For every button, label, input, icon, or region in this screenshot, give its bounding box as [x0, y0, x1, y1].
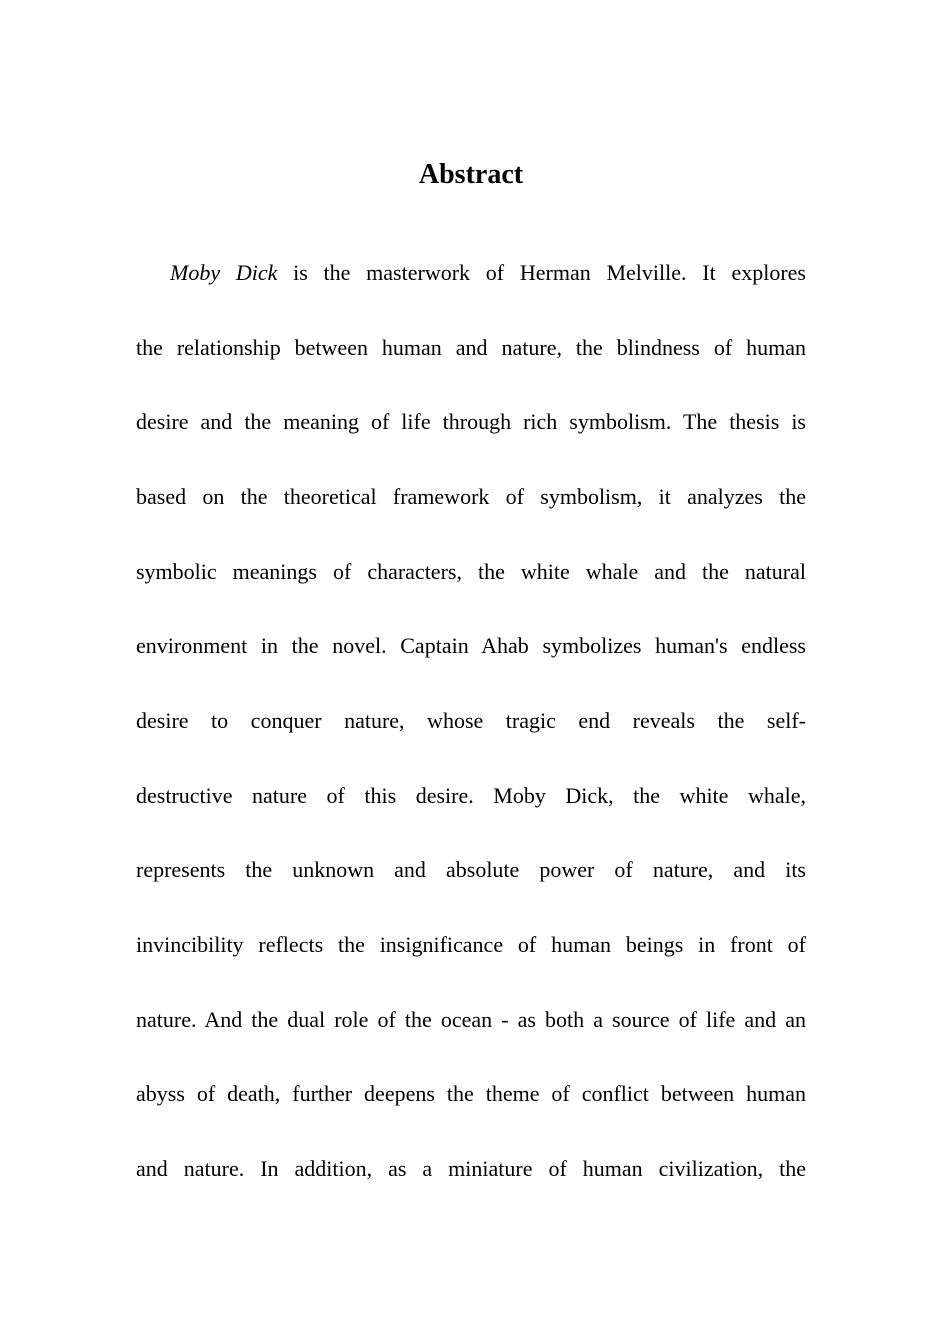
italic-book-title: Moby Dick [170, 260, 278, 285]
abstract-paragraph [136, 236, 806, 1207]
text-segment: is the masterwork of Herman Melville. It explores [277, 260, 806, 285]
text-segment: based on the theoretical framework of symbolism, it analyzes the [136, 483, 806, 509]
text-line [136, 1057, 806, 1132]
text-line [136, 833, 806, 908]
text-line [136, 759, 806, 834]
document-title: Abstract [418, 159, 524, 190]
text-segment: destructive nature of this desire. Moby Dick, the white whale, [136, 782, 806, 808]
text-line [136, 385, 806, 460]
text-segment: desire to conquer nature, whose tragic end reveals the self- [136, 707, 806, 733]
text-line [136, 983, 806, 1058]
text-segment: and nature. In addition, as a miniature of human civilization, the [136, 1155, 806, 1181]
text-segment: desire and the meaning of life through rich symbolism. The thesis is [136, 409, 806, 435]
text-segment: invincibility reflects the insignificance of human beings in front of [136, 931, 806, 957]
text-line [136, 908, 806, 983]
text-line [136, 684, 806, 759]
text-line [136, 460, 806, 535]
text-line [136, 236, 806, 311]
text-line [136, 1132, 806, 1207]
text-segment: represents the unknown and absolute power of nature, and its [136, 857, 806, 883]
text-segment: environment in the novel. Captain Ahab symbolizes human's endless [136, 633, 806, 659]
text-segment: nature. And the dual role of the ocean - as both a source of life and an [136, 1006, 806, 1032]
text-segment: symbolic meanings of characters, the white whale and the natural [136, 558, 806, 584]
text-segment: the relationship between human and nature, the blindness of human [136, 334, 806, 360]
text-segment: abyss of death, further deepens the theme of conflict between human [136, 1081, 806, 1107]
text-line [136, 311, 806, 386]
text-line [136, 609, 806, 684]
text-line [136, 535, 806, 610]
